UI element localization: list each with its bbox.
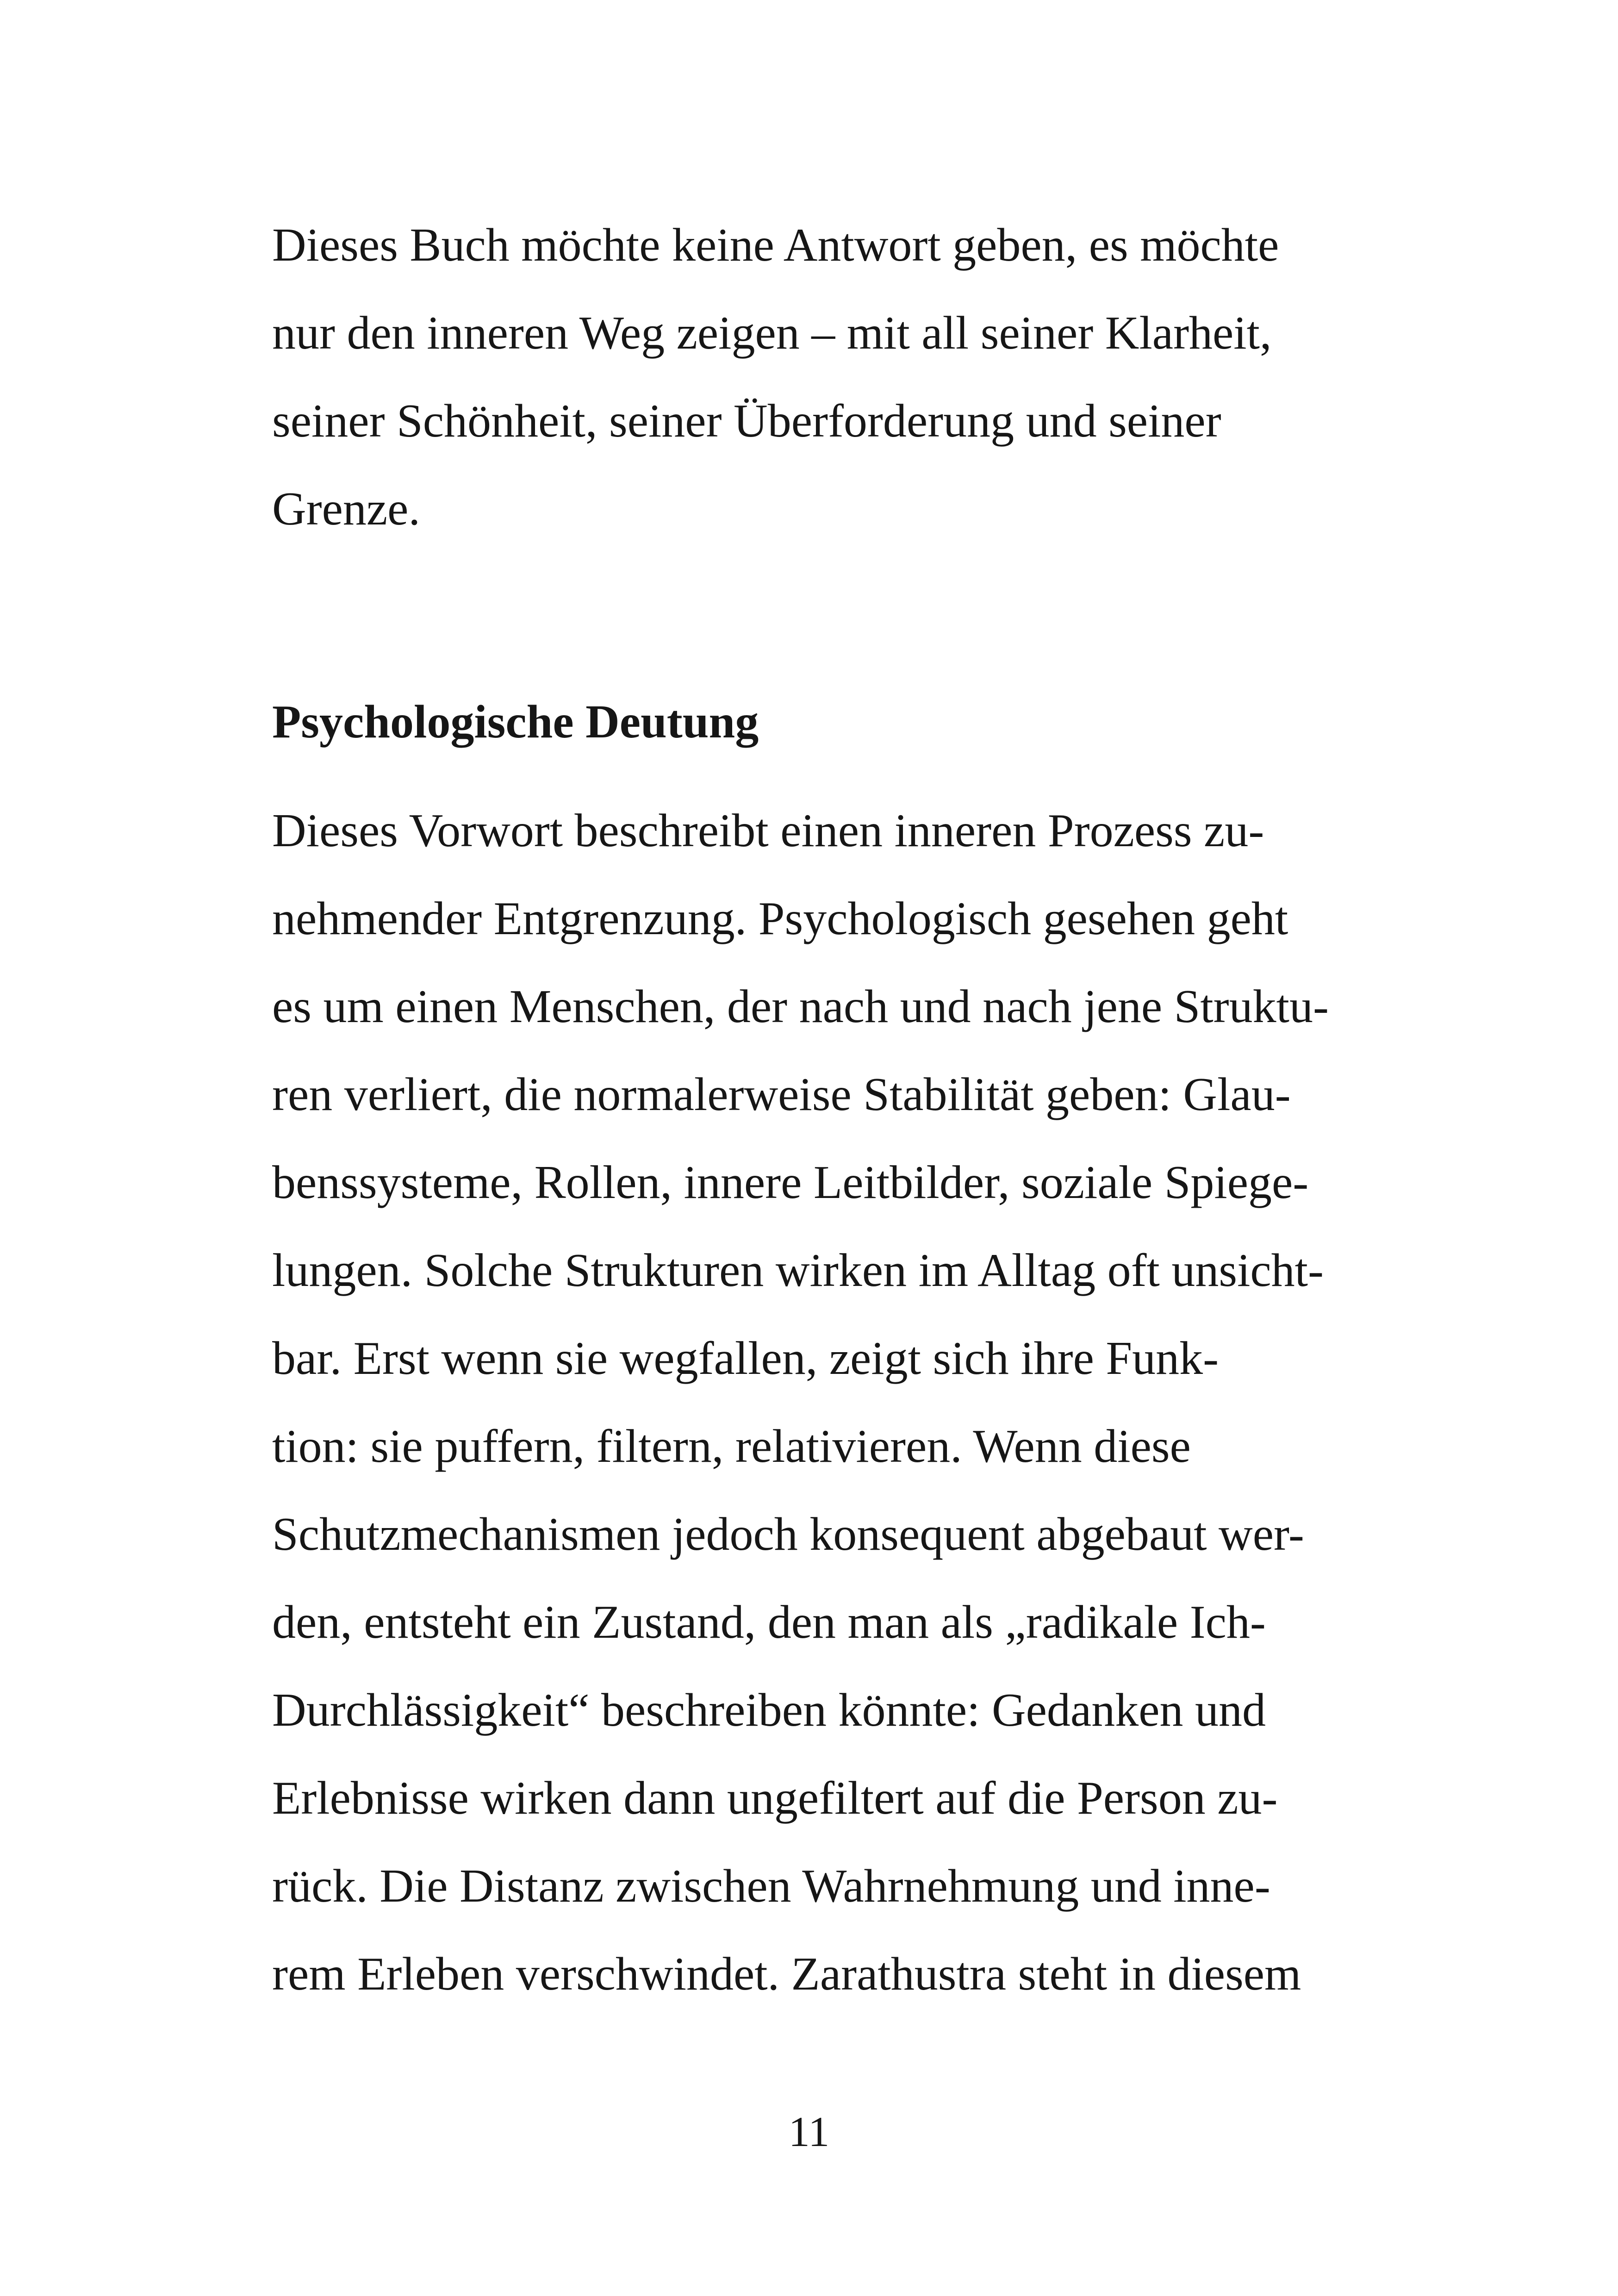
body-line-4: ren verliert, die normalerweise Stabilität geben: Glau- — [272, 1068, 1291, 1121]
body-line-8: tion: sie puffern, filtern, relativieren. Wenn diese — [272, 1420, 1191, 1472]
intro-line-1: Dieses Buch möchte keine Antwort geben, es möchte — [272, 219, 1279, 271]
body-line-6: lungen. Solche Strukturen wirken im Alltag oft unsicht- — [272, 1244, 1324, 1297]
body-line-3: es um einen Menschen, der nach und nach jene Struktu- — [272, 980, 1329, 1033]
body-line-1: Dieses Vorwort beschreibt einen inneren Prozess zu- — [272, 805, 1264, 857]
body-line-11: Durchlässigkeit“ beschreiben könnte: Gedanken und — [272, 1684, 1266, 1736]
page-number: 11 — [788, 2108, 830, 2155]
body-line-14: rem Erleben verschwindet. Zarathustra steht in diesem — [272, 1948, 1301, 2000]
body-line-7: bar. Erst wenn sie wegfallen, zeigt sich ihre Funk- — [272, 1332, 1219, 1385]
body-line-10: den, entsteht ein Zustand, den man als „radikale Ich- — [272, 1596, 1266, 1648]
body-line-5: benssysteme, Rollen, innere Leitbilder, soziale Spiege- — [272, 1156, 1309, 1209]
section-heading: Psychologische Deutung — [272, 696, 759, 748]
body-line-13: rück. Die Distanz zwischen Wahrnehmung und inne- — [272, 1860, 1270, 1912]
body-line-9: Schutzmechanismen jedoch konsequent abgebaut wer- — [272, 1508, 1304, 1560]
intro-line-4: Grenze. — [272, 483, 420, 535]
body-line-12: Erlebnisse wirken dann ungefiltert auf die Person zu- — [272, 1772, 1278, 1824]
body-line-2: nehmender Entgrenzung. Psychologisch gesehen geht — [272, 892, 1288, 945]
intro-line-2: nur den inneren Weg zeigen – mit all seiner Klarheit, — [272, 307, 1272, 359]
intro-line-3: seiner Schönheit, seiner Überforderung und seiner — [272, 395, 1221, 447]
